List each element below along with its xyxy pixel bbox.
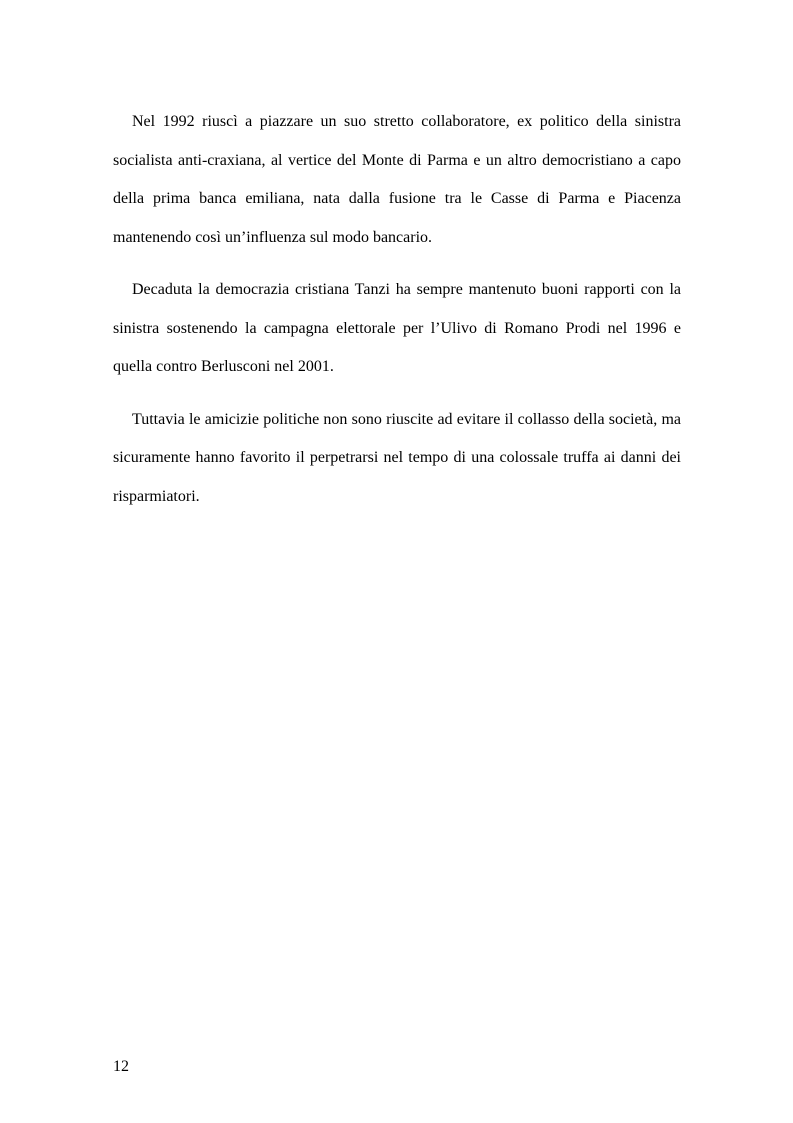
paragraph-2: Decaduta la democrazia cristiana Tanzi ha sempre mantenuto buoni rapporti con la sinistra sostenendo la campagna elettorale per l’Ulivo di Romano Prodi nel 1996 e quella contro Berlusconi nel 2001. bbox=[113, 281, 681, 375]
page-number: 12 bbox=[113, 1058, 129, 1075]
body-text bbox=[113, 103, 681, 530]
paragraph-1: Nel 1992 riuscì a piazzare un suo stretto collaboratore, ex politico della sinistra socialista anti-craxiana, al vertice del Monte di Parma e un altro democristiano a capo della prima banca emiliana, nata dalla fusione tra le Casse di Parma e Piacenza mantenendo così un’influenza sul modo bancario. bbox=[113, 113, 681, 246]
paragraph-3: Tuttavia le amicizie politiche non sono riuscite ad evitare il collasso della società, ma sicuramente hanno favorito il perpetrarsi nel tempo di una colossale truffa ai danni dei risparmiatori. bbox=[113, 410, 681, 505]
